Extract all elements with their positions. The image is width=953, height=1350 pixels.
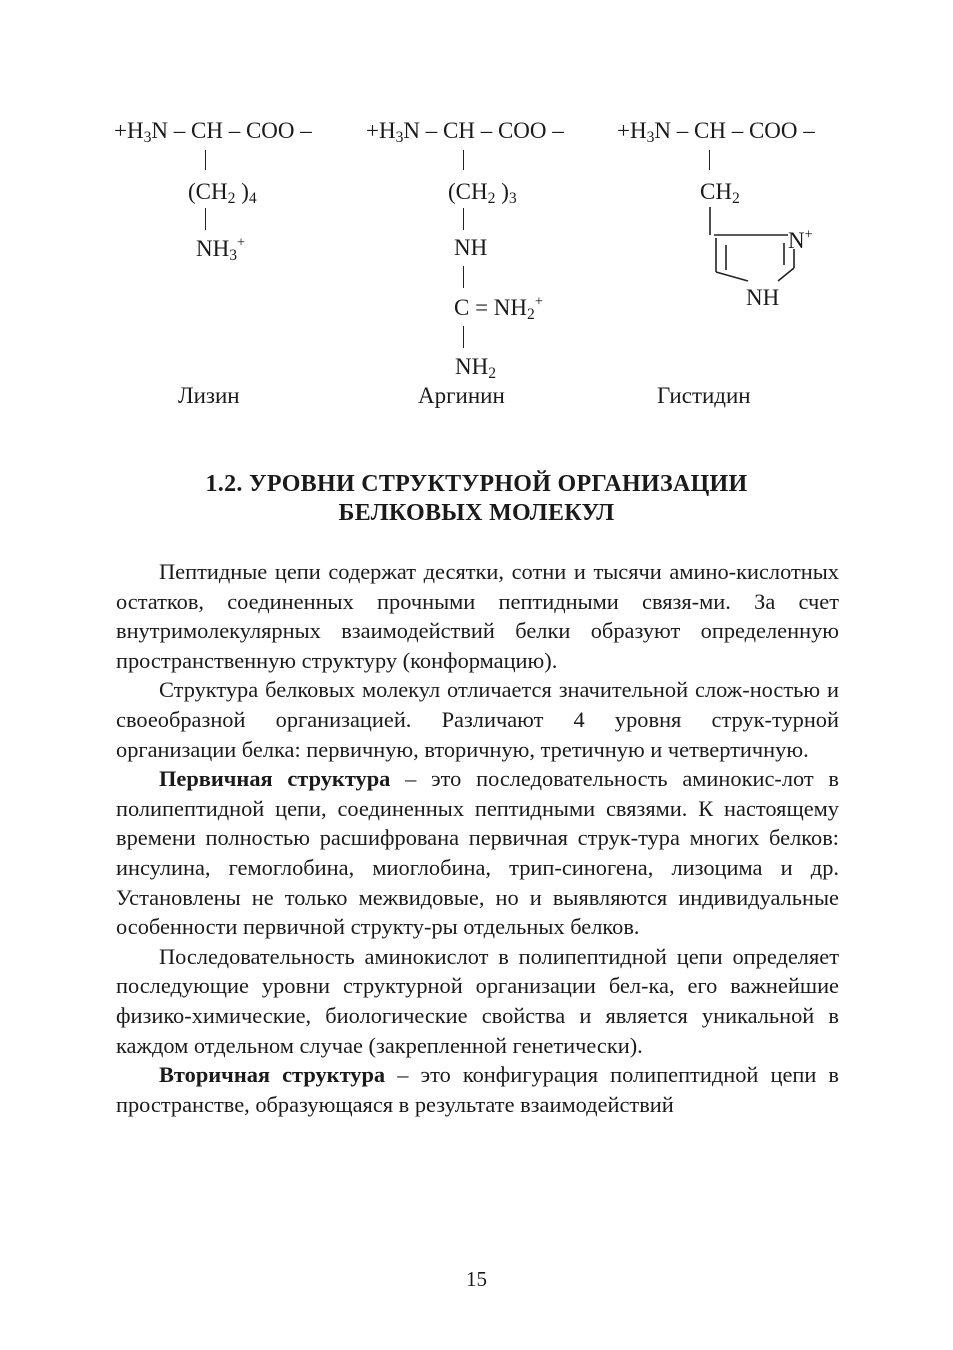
paragraph-2: Структура белковых молекул отличается значительной слож-ностью и своеобразной организацией. Различают 4 уровня струк-турной организации белка: первичную, вторичную, третичную и четвертичную. (116, 677, 839, 762)
histidine-ring-n: N+ (788, 226, 813, 253)
lysine-sidechain: ($CH_2$ )$_4$ (188, 179, 257, 207)
paragraph-3: Первичная структура – это последовательность аминокис-лот в полипептидной цепи, соединенных пептидными связями. К настоящему времени полностью расшифрована первичная струк-тура многих белков: инсулина, гемоглобина, миоглобина, трип-синогена, лизоцима и др. Установлены не только межвидовые, но и выявляются индивидуальные особенности первичной структу-ры отдельных белков. (116, 766, 840, 940)
lysine-bond-2 (205, 208, 206, 230)
histidine-name: Гистидин (657, 383, 751, 408)
histidine-ring-nh: NH (746, 285, 780, 310)
body-text (116, 557, 839, 1119)
section-heading-line-2: БЕЛКОВЫХ МОЛЕКУЛ (338, 500, 615, 526)
section-heading (100, 470, 853, 528)
lysine-bond-1 (205, 150, 206, 170)
term-secondary-structure: Вторичная структура (159, 1062, 386, 1088)
arginine-bond-4 (463, 326, 464, 348)
histidine-bond-1 (709, 150, 710, 170)
lysine-backbone: $+H_3N$ – CH – COO – (114, 118, 312, 146)
arginine-guanidine: $C = NH_2^+$ (454, 293, 543, 323)
imidazole-ring (700, 215, 800, 285)
arginine-bond-1 (463, 150, 464, 170)
arginine-bond-3 (463, 266, 464, 288)
paragraph-1: Пептидные цепи содержат десятки, сотни и тысячи амино-кислотных остатков, соединенных прочными пептидными связя-ми. За счет внутримолекулярных взаимодействий белки образуют определенную пространственную структуру (конформацию). (116, 559, 839, 673)
arginine-backbone: $+H_3N$ – CH – COO – (366, 118, 564, 146)
lysine-terminal: $NH_3^+$ (196, 234, 246, 264)
arginine-terminal: $NH_2$ (455, 354, 497, 382)
section-heading-line-1: 1.2. УРОВНИ СТРУКТУРНОЙ ОРГАНИЗАЦИИ (205, 471, 748, 497)
arginine-sidechain: ($CH_2$ )$_3$ (448, 179, 517, 207)
arginine-nh: NH (454, 235, 488, 260)
lysine-name: Лизин (178, 383, 240, 408)
term-primary-structure: Первичная структура (159, 766, 391, 792)
paragraph-4: Последовательность аминокислот в полипептидной цепи определяет последующие уровни структурной организации бел-ка, его важнейшие физико-химические, биологические свойства и является уникальной в каждом отдельном случае (закрепленной генетически). (116, 943, 839, 1058)
arginine-bond-2 (463, 208, 464, 230)
histidine-sidechain: $CH_2$ (700, 179, 740, 207)
page-number: 15 (466, 1267, 487, 1291)
histidine-backbone: $+H_3N$ – CH – COO – (617, 118, 815, 146)
paragraph-5: Вторичная структура – это конфигурация полипептидной цепи в пространстве, образующаяся в результате взаимодействий (116, 1062, 839, 1117)
arginine-name: Аргинин (418, 383, 505, 408)
